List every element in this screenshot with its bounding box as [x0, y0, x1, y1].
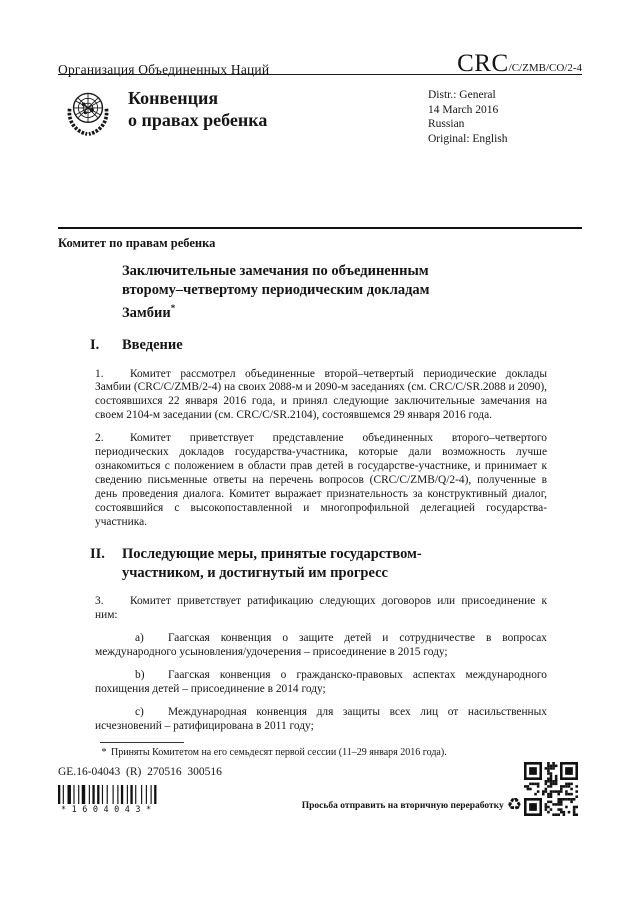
convention-title	[128, 87, 267, 131]
distribution-block	[428, 88, 508, 146]
section-numeral: II.	[90, 546, 105, 563]
barcode-block	[58, 785, 162, 815]
paragraph-1: 1. Комитет рассмотрел объединенные второй–четвертый периодические доклады Замбии (CRC/C/ZMB/2-4) на своих 2088-м и 2090-м заседаниях (см. CRC/C/SR.2088 и 2090), состоявшихся 22 января 2016 года, и принял следующие заключительные замечания на своем 2104-м заседании (см. CRC/C/SR.2104), состоявшемся 29 января 2016 года.	[95, 367, 547, 422]
barcode-text: *1604043*	[61, 805, 157, 815]
section-numeral: I.	[90, 337, 100, 353]
committee-name: Комитет по правам ребенка	[58, 236, 216, 250]
footnote: * Приняты Комитетом на его семьдесят первой сессии (11–29 января 2016 года).	[97, 747, 547, 760]
recycle-notice	[240, 797, 522, 814]
section-heading-text: Введение	[122, 337, 183, 353]
ge-number: GE.16-04043 (R) 270516 300516	[58, 766, 222, 778]
list-item-a: a) Гаагская конвенция о защите детей и сотрудничестве в вопросах международного усыновления/удочерения – присоединение в 2015 году;	[95, 632, 547, 659]
doc-symbol-suffix: /C/ZMB/CO/2-4	[508, 62, 582, 74]
list-item-b: b) Гаагская конвенция о гражданско-правовых аспектах международного похищения детей – присоединение в 2014 году;	[95, 669, 547, 695]
paragraph-number: 1.	[95, 367, 104, 380]
un-emblem-icon	[60, 86, 116, 142]
list-item-c: c) Международная конвенция для защиты всех лиц от насильственных исчезновений – ратифицирована в 2011 году;	[95, 705, 547, 732]
paragraph-3: 3. Комитет приветствует ратификацию следующих договоров или присоединение к ним:	[95, 595, 547, 622]
list-item-label: c)	[135, 705, 144, 718]
distr-line: Distr.: General	[428, 89, 496, 101]
paragraph-number: 3.	[95, 595, 104, 608]
paragraph-number: 2.	[95, 432, 104, 445]
section-heading-followup	[90, 545, 547, 582]
document-body	[90, 336, 547, 743]
section-rule	[58, 227, 582, 229]
qr-code-icon	[524, 762, 578, 816]
org-name: Организация Объединенных Наций	[58, 62, 270, 77]
original-line: Original: English	[428, 132, 508, 145]
recycle-icon: ♻	[506, 795, 522, 815]
footnote-marker: *	[101, 747, 107, 758]
section-heading-introduction	[90, 336, 547, 355]
doc-symbol-main: CRC	[457, 50, 509, 77]
language-line: Russian	[428, 118, 465, 130]
recycle-text: Просьба отправить на вторичную переработку	[301, 800, 504, 811]
convention-title-line2: о правах ребенка	[128, 110, 268, 130]
convention-title-line1: Конвенция	[128, 88, 219, 108]
title-footnote-marker: *	[170, 303, 176, 313]
list-item-label: a)	[135, 632, 144, 645]
list-item-label: b)	[135, 669, 145, 682]
barcode-icon	[58, 785, 158, 804]
header-rule	[58, 74, 582, 75]
paragraph-2: 2. Комитет приветствует представление объединенных второго–четвертого периодических докладов государства-участника, которые дали возможность лучше ознакомиться с положением в области прав детей в государстве-участнике, и принимает к сведению письменные ответы на перечень вопросов (CRC/C/ZMB/Q/2-4), полученные в день проведения диалога. Комитет выражает признательность за конструктивный диалог, состоявшийся с высокопоставленной и многопрофильной делегацией государства-участника.	[95, 432, 547, 528]
section-heading-text: Последующие меры, принятые государством-участником, и достигнутый им прогресс	[122, 546, 422, 581]
document-title: Заключительные замечания по объединенным второму–четвертому периодическим докладам Замбии*	[122, 263, 430, 321]
footnote-separator	[100, 742, 184, 743]
date-line: 14 March 2016	[428, 103, 499, 116]
